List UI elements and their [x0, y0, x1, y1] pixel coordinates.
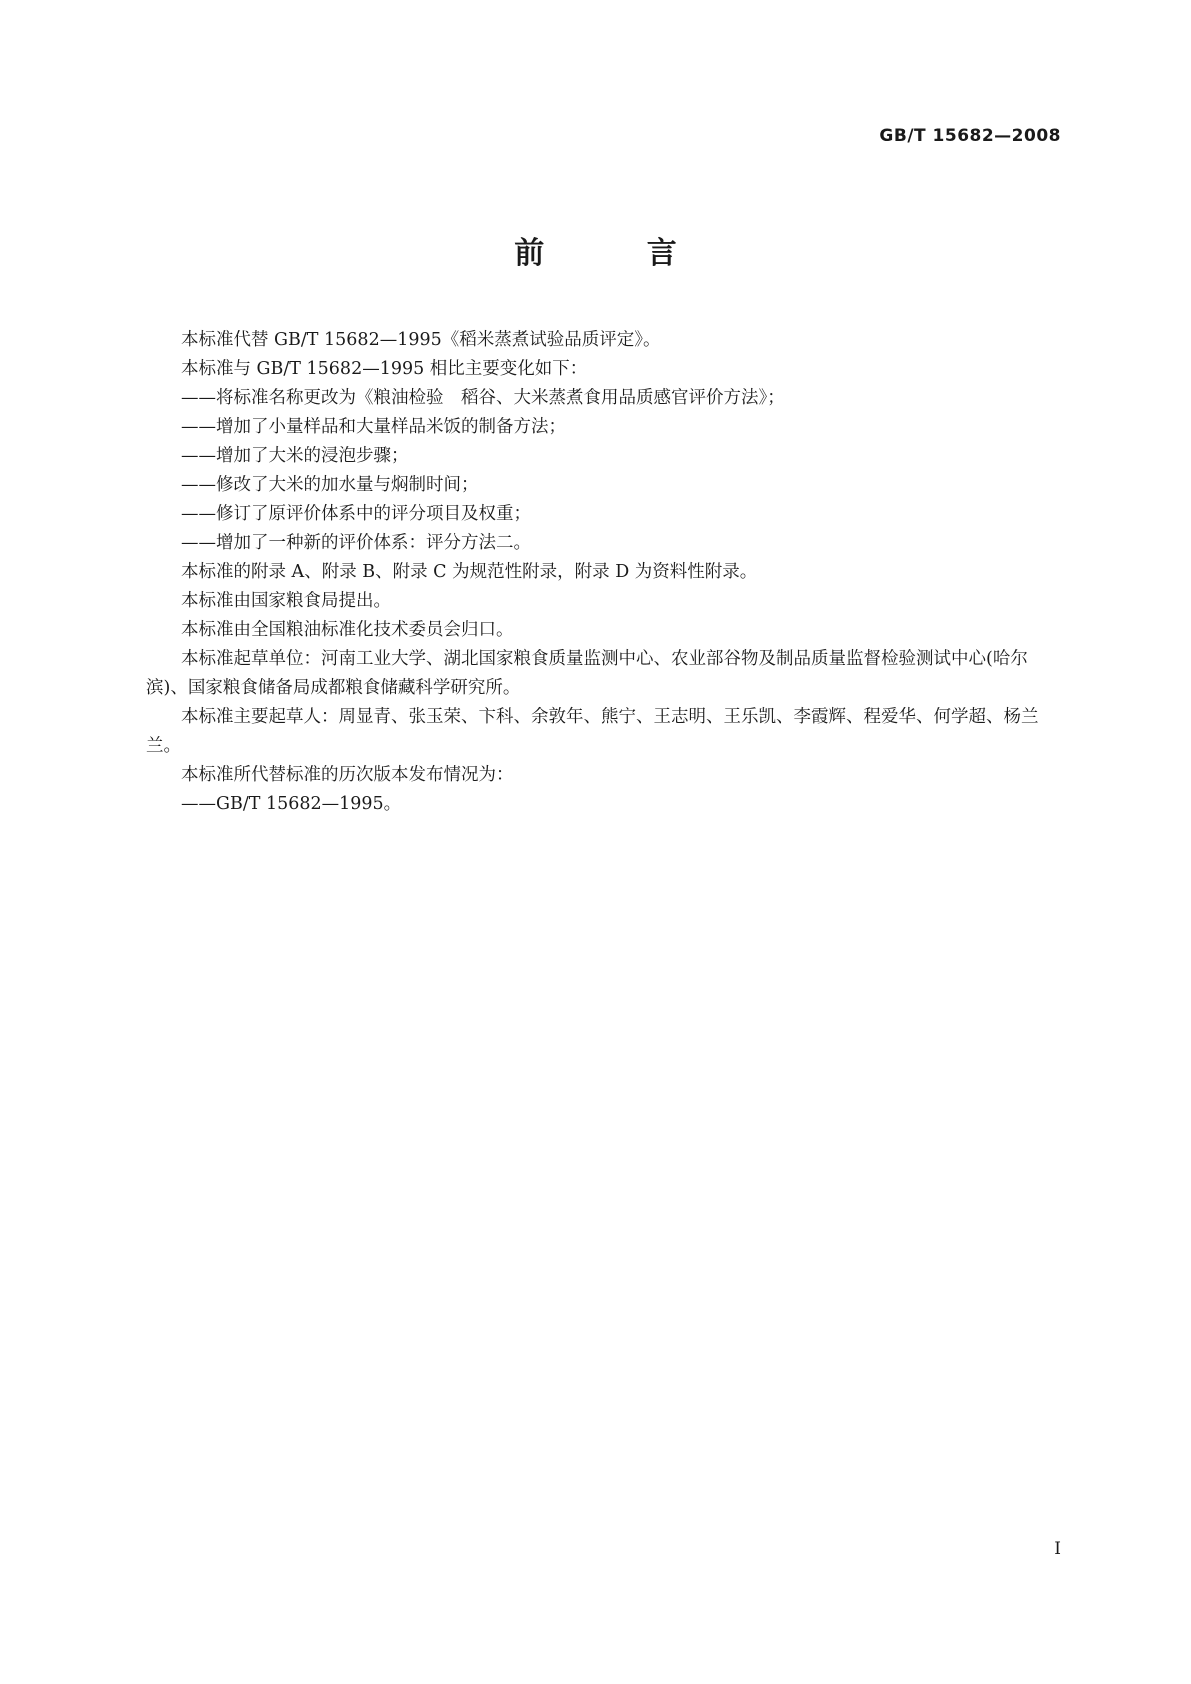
change-item: ——修改了大米的加水量与焖制时间； [181, 475, 479, 495]
paragraph-appendices: 本标准的附录 A、附录 B、附录 C 为规范性附录，附录 D 为资料性附录。 [181, 562, 758, 582]
paragraph-changes-intro: 本标准与 GB/T 15682—1995 相比主要变化如下： [181, 359, 588, 379]
standard-code: GB/T 15682—2008 [879, 126, 1061, 146]
preface-body [146, 326, 1056, 819]
change-item: ——增加了大米的浸泡步骤； [181, 446, 409, 466]
change-item: ——增加了小量样品和大量样品米饭的制备方法； [181, 417, 566, 437]
change-item: ——增加了一种新的评价体系：评分方法二。 [181, 533, 531, 553]
change-item: ——将标准名称更改为《粮油检验 稻谷、大米蒸煮食用品质感官评价方法》； [181, 388, 785, 408]
paragraph-proposed-by: 本标准由国家粮食局提出。 [181, 591, 391, 611]
page-number: I [1054, 1539, 1061, 1559]
history-item: ——GB/T 15682—1995。 [181, 794, 402, 814]
paragraph-drafters: 本标准主要起草人：周显青、张玉荣、卞科、余敦年、熊宁、王志明、王乐凯、李霞辉、程爱华、何学超、杨兰兰。 [146, 707, 1039, 756]
page-title: 前 言 [514, 236, 723, 271]
paragraph-drafting-units: 本标准起草单位：河南工业大学、湖北国家粮食质量监测中心、农业部谷物及制品质量监督检验测试中心(哈尔滨)、国家粮食储备局成都粮食储藏科学研究所。 [146, 649, 1028, 698]
change-item: ——修订了原评价体系中的评分项目及权重； [181, 504, 531, 524]
paragraph-history-intro: 本标准所代替标准的历次版本发布情况为： [181, 765, 514, 785]
paragraph-replaces: 本标准代替 GB/T 15682—1995《稻米蒸煮试验品质评定》。 [181, 330, 661, 350]
paragraph-centralized-by: 本标准由全国粮油标准化技术委员会归口。 [181, 620, 514, 640]
